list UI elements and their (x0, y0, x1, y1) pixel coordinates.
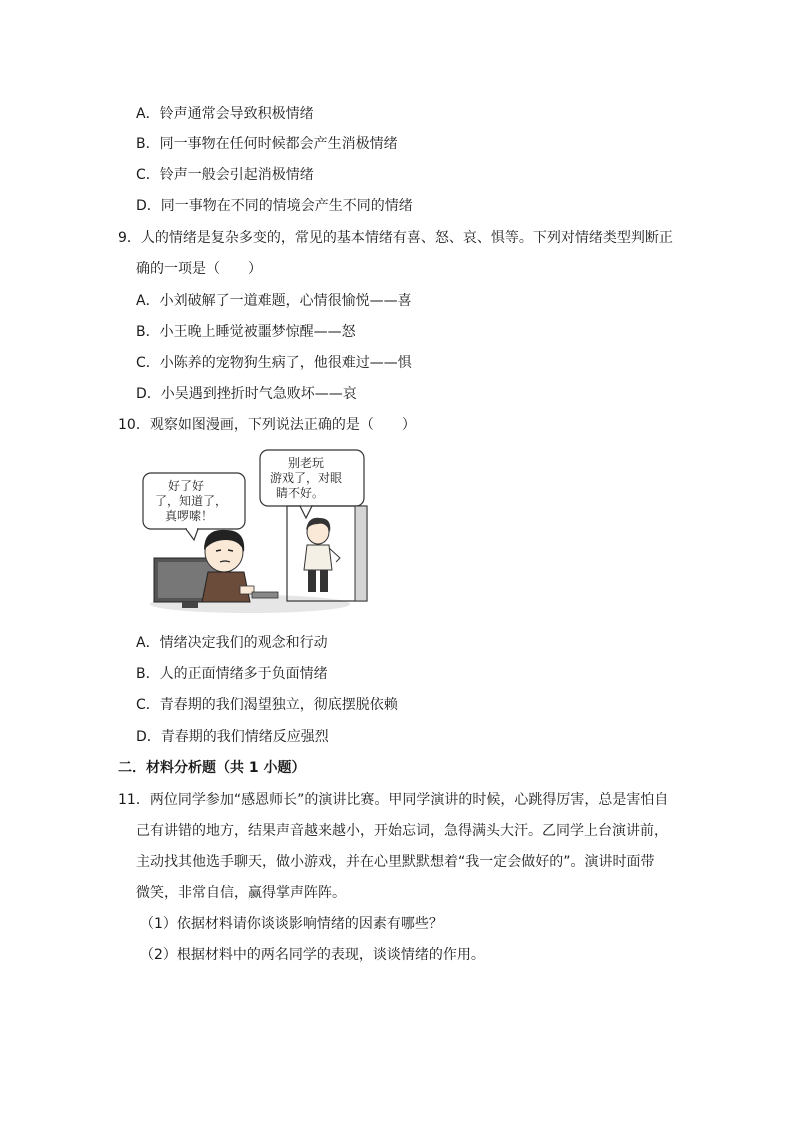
cartoon-illustration (140, 448, 375, 616)
q8-option-d[interactable]: D．同一事物在不同的情境会产生不同的情绪 (136, 198, 413, 214)
q10-option-a[interactable]: A．情绪决定我们的观念和行动 (136, 635, 328, 651)
q8-option-a[interactable]: A．铃声通常会导致积极情绪 (136, 106, 314, 122)
boy-speech-bubble (143, 473, 245, 540)
q9-option-c[interactable]: C．小陈养的宠物狗生病了，他很难过——惧 (136, 355, 412, 371)
q8-option-c[interactable]: C．铃声一般会引起消极情绪 (136, 167, 314, 183)
q9-option-d[interactable]: D．小吴遇到挫折时气急败坏——哀 (136, 386, 357, 402)
q9-option-b[interactable]: B．小王晚上睡觉被噩梦惊醒——怒 (136, 324, 356, 340)
q10-stem: 10．观察如图漫画，下列说法正确的是（ ） (118, 417, 416, 433)
q10-option-b[interactable]: B．人的正面情绪多于负面情绪 (136, 666, 328, 682)
mom-speech-bubble (260, 450, 364, 518)
q11-stem-line-3: 主动找其他选手聊天，做小游戏，并在心里默默想着“我一定会做好的”。演讲时面带 (136, 854, 655, 870)
q11-stem-line-2: 己有讲错的地方，结果声音越来越小，开始忘词，急得满头大汗。乙同学上台演讲前， (136, 823, 668, 839)
boy-bubble-line-1: 好了好 (168, 479, 205, 493)
q9-stem-line-2: 确的一项是（ ） (136, 261, 262, 277)
q9-option-a[interactable]: A．小刘破解了一道难题，心情很愉悦——喜 (136, 293, 412, 309)
mom-bubble-line-1: 别老玩 (288, 456, 325, 470)
boy-bubble-line-3: 真啰嗦！ (165, 509, 214, 523)
boy-figure (202, 530, 278, 602)
q10-option-d[interactable]: D．青春期的我们情绪反应强烈 (136, 729, 329, 745)
mom-bubble-line-2: 游戏了，对眼 (270, 471, 343, 485)
mom-bubble-line-3: 睛不好。 (276, 486, 325, 500)
mom-figure (304, 518, 340, 592)
q11-stem-line-1: 11．两位同学参加“感恩师长”的演讲比赛。甲同学演讲的时候，心跳得厉害，总是害怕自 (118, 792, 669, 808)
section-title: 二．材料分析题（共 1 小题） (118, 760, 306, 776)
q11-sub-question-2: （2）根据材料中的两名同学的表现，谈谈情绪的作用。 (140, 947, 485, 963)
q9-stem-line-1: 9．人的情绪是复杂多变的，常见的基本情绪有喜、怒、哀、惧等。下列对情绪类型判断正 (118, 230, 673, 246)
q11-sub-question-1: （1）依据材料请你谈谈影响情绪的因素有哪些？ (140, 916, 443, 932)
q10-option-c[interactable]: C．青春期的我们渴望独立，彻底摆脱依赖 (136, 697, 398, 713)
q8-option-b[interactable]: B．同一事物在任何时候都会产生消极情绪 (136, 136, 398, 152)
q11-stem-line-4: 微笑，非常自信，赢得掌声阵阵。 (136, 885, 346, 901)
boy-bubble-line-2: 了，知道了， (155, 494, 228, 508)
